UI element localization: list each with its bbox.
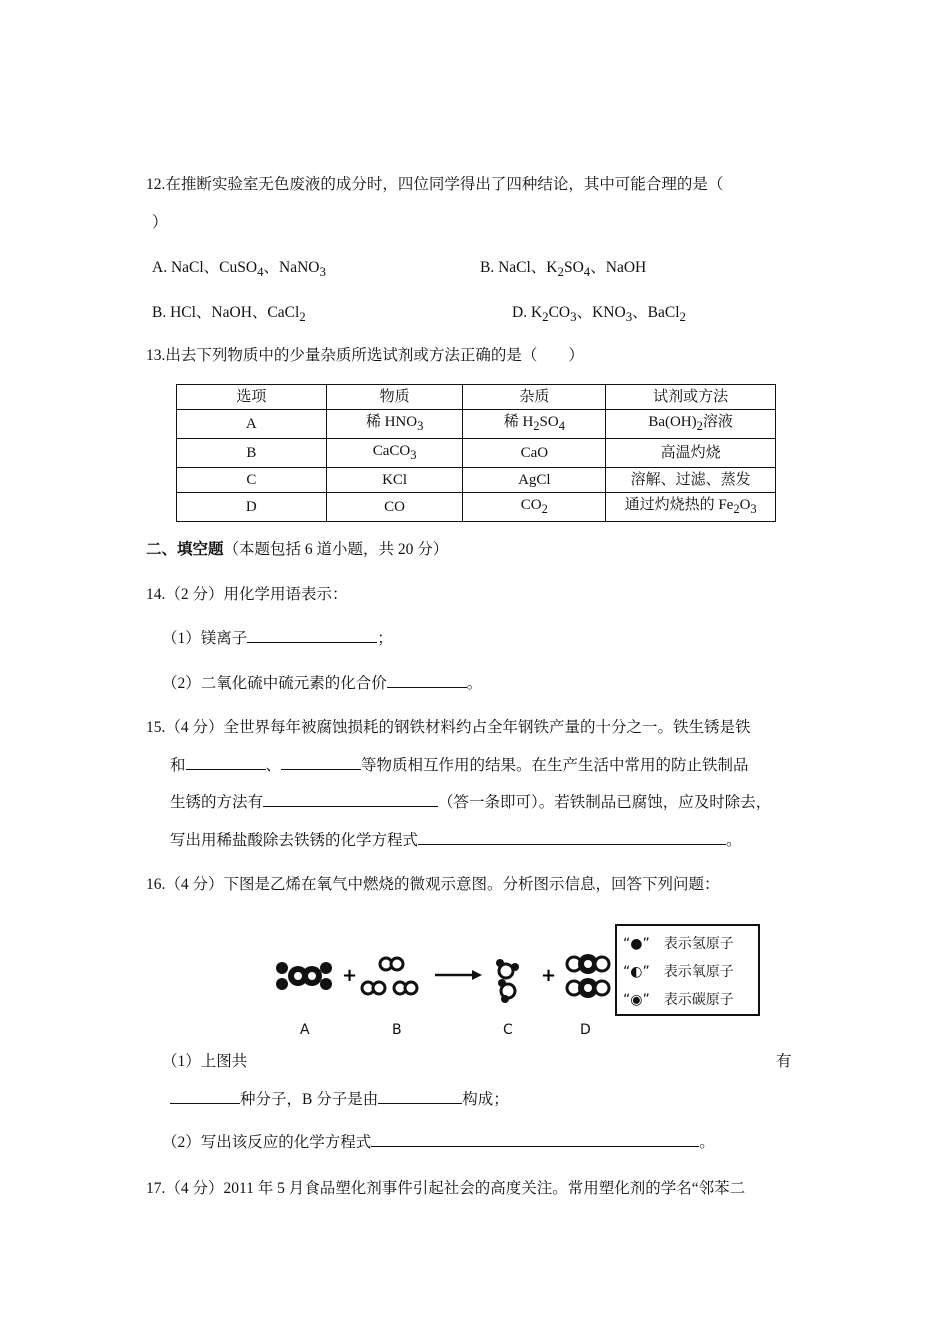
answer-blank[interactable] <box>186 754 266 770</box>
table-cell: CaO <box>463 439 606 468</box>
answer-blank[interactable] <box>378 1088 462 1104</box>
caption-b: B <box>392 1022 402 1038</box>
molecule-d-icon <box>567 954 609 998</box>
answer-blank[interactable] <box>281 754 361 770</box>
q14-part1-suffix: ； <box>377 630 393 647</box>
legend-carbon: “◉” 表示碳原子 <box>623 992 734 1008</box>
table-header-cell: 选项 <box>177 385 327 410</box>
table-cell: B <box>177 439 327 468</box>
table-cell: $CO_2$ <box>463 493 606 522</box>
q16-part1-a: （1）上图共 <box>162 1053 248 1070</box>
q13-stem: 13.出去下列物质中的少量杂质所选试剂或方法正确的是（ ） <box>146 347 584 364</box>
answer-blank[interactable] <box>387 672 467 688</box>
table-header-cell: 试剂或方法 <box>606 385 776 410</box>
q12-option-d: D. $K_2CO_3$、$KNO_3$、BaCl$_2$ <box>512 304 686 325</box>
table-row <box>177 493 776 522</box>
table-cell: 稀 $HNO_3$ <box>326 410 463 439</box>
section-heading <box>146 537 448 559</box>
answer-blank[interactable] <box>170 1088 240 1104</box>
table-cell: 通过灼烧热的 $Fe_2O_3$ <box>606 493 776 522</box>
reaction-arrow-icon <box>435 970 482 980</box>
q15-line3-a: 生锈的方法有 <box>170 794 264 811</box>
molecule-c-icon <box>496 959 519 1003</box>
table-cell: KCl <box>326 468 463 493</box>
q15-line1: 15.（4 分）全世界每年被腐蚀损耗的钢铁材料约占全年钢铁产量的十分之一。铁生锈是铁 <box>146 719 751 736</box>
q14-part2 <box>162 671 482 693</box>
q16-part2 <box>162 1130 715 1152</box>
q14-part2-prefix: （2）二氧化硫中硫元素的化合价 <box>162 675 387 692</box>
molecule-b-icon <box>362 958 417 994</box>
q17-stem: 17.（4 分）2011 年 5 月食品塑化剂事件引起社会的高度关注。常用塑化剂的学名“邻苯二 <box>146 1180 746 1197</box>
molecule-a-icon <box>276 962 332 990</box>
caption-d: D <box>580 1022 591 1038</box>
q13-table <box>176 384 776 522</box>
q16-stem: 16.（4 分）下图是乙烯在氧气中燃烧的微观示意图。分析图示信息，回答下列问题： <box>146 876 720 893</box>
section-note: （本题包括 6 道小题，共 20 分） <box>223 541 449 558</box>
legend-hydrogen: “●” 表示氢原子 <box>623 936 734 952</box>
q12-option-b: B. NaCl、$K_2SO_4$、NaOH <box>480 259 647 280</box>
q12-option-c: B. HCl、NaOH、CaCl$_2$ <box>152 304 306 325</box>
caption-a: A <box>300 1022 310 1038</box>
q15-line4 <box>170 828 742 850</box>
plus-sign: + <box>342 965 358 986</box>
table-row <box>177 439 776 468</box>
plus-sign: + <box>541 965 557 986</box>
q16-part2-b: 。 <box>699 1134 715 1151</box>
q16-part2-a: （2）写出该反应的化学方程式 <box>162 1134 372 1151</box>
table-cell: CaCO$_3$ <box>326 439 463 468</box>
q14-part1-prefix: （1）镁离子 <box>162 630 248 647</box>
q15-line2-b: 、 <box>265 757 282 774</box>
q14-part2-suffix: 。 <box>466 675 483 692</box>
q15-line4-a: 写出用稀盐酸除去铁锈的化学方程式 <box>170 832 419 849</box>
q15-line3-b: （答一条即可）。若铁制品已腐蚀，应及时除去， <box>438 794 772 811</box>
q15-line2 <box>170 753 749 775</box>
table-cell: C <box>177 468 327 493</box>
table-cell: 稀 $H_2SO_4$ <box>463 410 606 439</box>
q15-line4-b: 。 <box>726 832 742 849</box>
q16-part1-c: 种分子，B 分子是由 <box>240 1091 379 1108</box>
table-cell: CO <box>326 493 463 522</box>
q12-option-a: A. NaCl、CuSO$_4$、NaNO$_3$ <box>152 259 326 280</box>
table-cell: $Ba(OH)_2$溶液 <box>606 410 776 439</box>
q12-stem: 12.在推断实验室无色废液的成分时，四位同学得出了四种结论，其中可能合理的是（ <box>146 176 724 193</box>
q12-stem-close: ） <box>152 214 168 231</box>
legend-oxygen: “◐” 表示氧原子 <box>623 964 734 980</box>
answer-blank[interactable] <box>247 627 377 643</box>
table-row <box>177 410 776 439</box>
q15-line2-c: 等物质相互作用的结果。在生产生活中常用的防止铁制品 <box>361 757 749 774</box>
q16-part1-line2 <box>170 1087 509 1109</box>
section-title: 二、填空题 <box>146 541 224 558</box>
table-header-row <box>177 385 776 410</box>
table-cell: 溶解、过滤、蒸发 <box>606 468 776 493</box>
q16-part1-b: 有 <box>776 1053 792 1070</box>
caption-c: C <box>503 1022 513 1038</box>
answer-blank[interactable] <box>418 829 726 845</box>
q16-part1-d: 构成； <box>462 1091 509 1108</box>
table-cell: AgCl <box>463 468 606 493</box>
table-header-cell: 物质 <box>326 385 463 410</box>
table-row <box>177 468 776 493</box>
q15-line3 <box>170 790 771 812</box>
q14-part1 <box>162 626 393 648</box>
q15-line2-a: 和 <box>170 757 186 774</box>
table-cell: 高温灼烧 <box>606 439 776 468</box>
legend-box <box>615 924 760 1016</box>
table-header-cell: 杂质 <box>463 385 606 410</box>
answer-blank[interactable] <box>263 791 438 807</box>
answer-blank[interactable] <box>371 1131 699 1147</box>
table-cell: D <box>177 493 327 522</box>
table-cell: A <box>177 410 327 439</box>
q14-stem: 14.（2 分）用化学用语表示： <box>146 586 348 603</box>
